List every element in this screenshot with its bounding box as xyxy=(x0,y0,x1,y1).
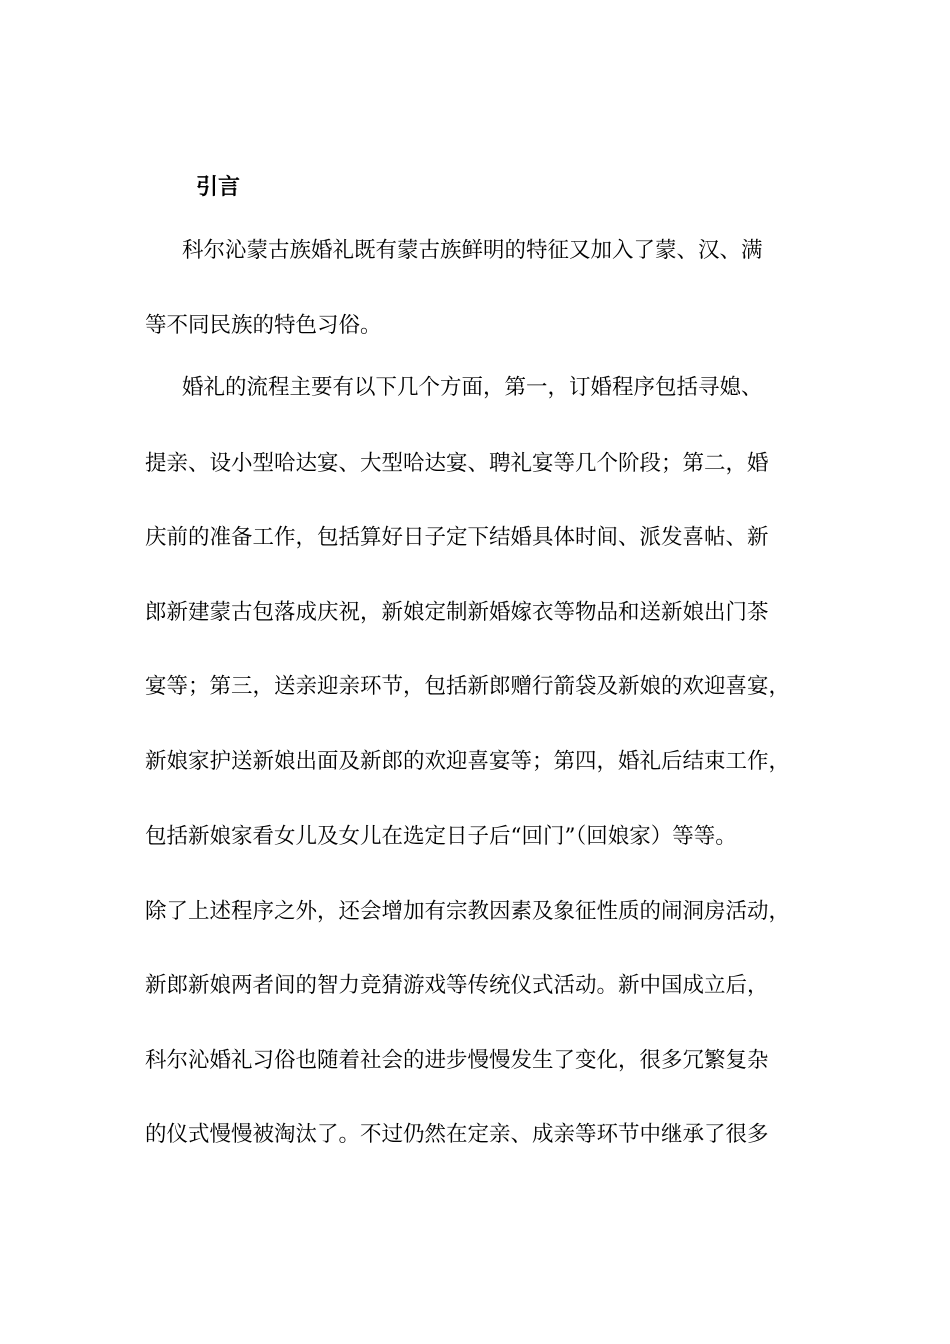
paragraph-line: 提亲、设小型哈达宴、大型哈达宴、聘礼宴等几个阶段；第二，婚 xyxy=(145,451,769,476)
section-heading: 引言 xyxy=(196,175,241,200)
paragraph-line: 科尔沁婚礼习俗也随着社会的进步慢慢发生了变化，很多冗繁复杂 xyxy=(145,1048,769,1073)
paragraph-line: 新娘家护送新娘出面及新郎的欢迎喜宴等；第四，婚礼后结束工作， xyxy=(145,749,791,774)
paragraph-line: 婚礼的流程主要有以下几个方面，第一，订婚程序包括寻媳、 xyxy=(182,375,763,400)
paragraph-line: 科尔沁蒙古族婚礼既有蒙古族鲜明的特征又加入了蒙、汉、满 xyxy=(182,238,763,263)
paragraph-line: 等不同民族的特色习俗。 xyxy=(145,313,382,338)
paragraph-line: 除了上述程序之外，还会增加有宗教因素及象征性质的闹洞房活动， xyxy=(145,899,791,924)
paragraph-line: 庆前的准备工作，包括算好日子定下结婚具体时间、派发喜帖、新 xyxy=(145,525,769,550)
paragraph-line: 新郎新娘两者间的智力竞猜游戏等传统仪式活动。新中国成立后， xyxy=(145,973,769,998)
paragraph-line: 郎新建蒙古包落成庆祝，新娘定制新婚嫁衣等物品和送新娘出门茶 xyxy=(145,600,769,625)
paragraph-line: 包括新娘家看女儿及女儿在选定日子后“回门”（回娘家）等等。 xyxy=(145,824,737,849)
paragraph-line: 宴等；第三，送亲迎亲环节，包括新郎赠行箭袋及新娘的欢迎喜宴， xyxy=(145,674,791,699)
paragraph-line: 的仪式慢慢被淘汰了。不过仍然在定亲、成亲等环节中继承了很多 xyxy=(145,1122,769,1147)
